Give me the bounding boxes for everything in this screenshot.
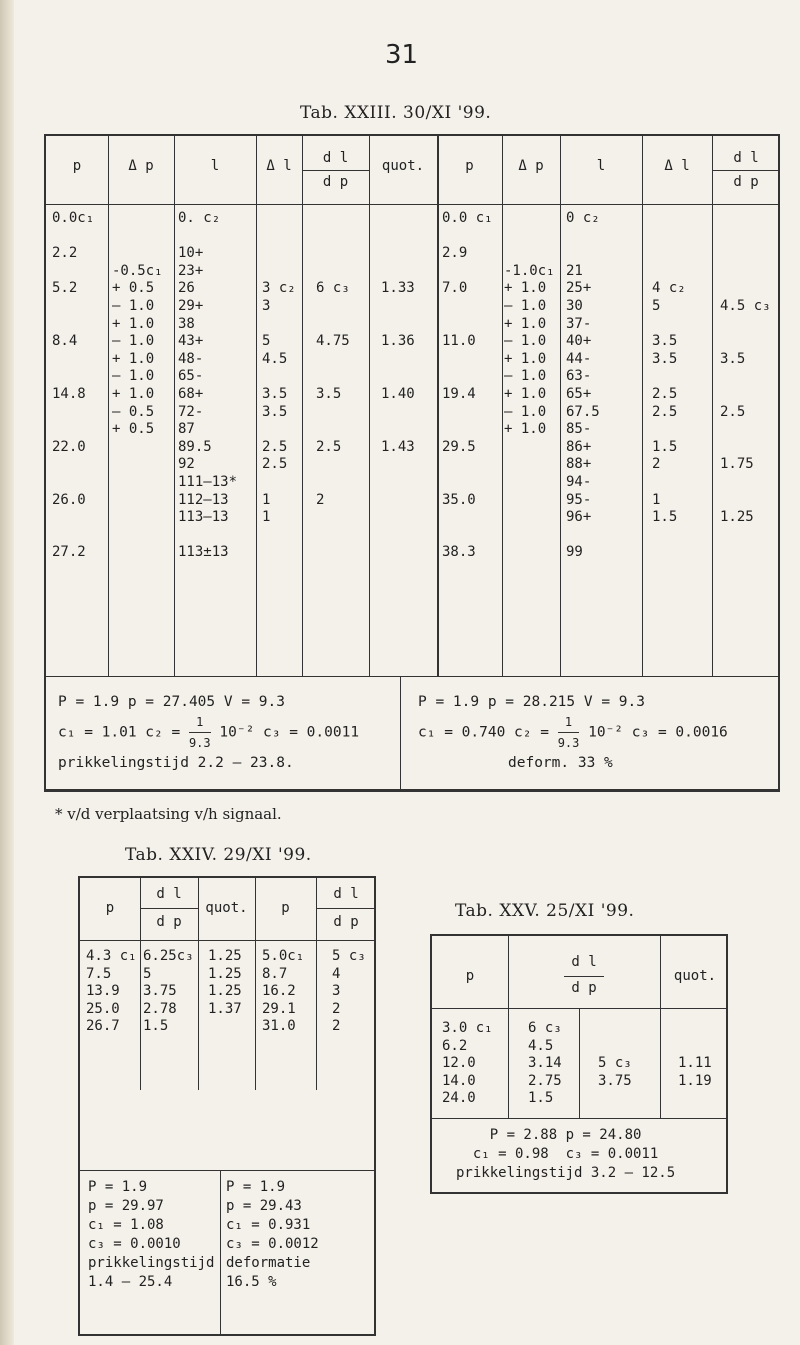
header-p: p <box>465 968 475 984</box>
header-p: p <box>105 900 115 916</box>
fraction-numerator: 1 <box>558 712 580 733</box>
header-ratio-top: d l <box>156 886 182 902</box>
table-23-bottom-rule <box>46 789 778 792</box>
footer-left-line-2 <box>58 712 359 753</box>
header-ratio-top: d l <box>571 954 597 970</box>
table-24-header-rule <box>80 940 374 941</box>
header-ratio-bottom: d p <box>156 914 182 930</box>
column-ratio: 6.25c₃ 5 3.75 2.78 1.5 <box>143 948 194 1035</box>
table-23-header-rule <box>46 204 778 205</box>
column-delta-l: 3 c₂ 3 5 4.5 3.5 3.5 2.5 2.5 1 1 <box>262 280 296 526</box>
header-l-right: l <box>596 158 606 174</box>
column-ratio-right: 4.5 c₃ 3.5 2.5 1.75 1.25 <box>720 297 771 526</box>
fraction-denominator: 9.3 <box>188 736 211 750</box>
footer-right-line-1: P = 1.9 p = 28.215 V = 9.3 <box>418 694 645 710</box>
col-divider <box>502 136 503 676</box>
col-divider <box>140 878 141 1090</box>
footer-divider <box>400 676 401 789</box>
column-p: 0.0c₁ 2.2 5.2 8.4 14.8 22.0 26.0 27.2 <box>52 210 95 561</box>
col-divider <box>174 136 175 676</box>
table-24-caption: Tab. XXIV. 29/XI '99. <box>125 845 312 865</box>
column-quot: 1.11 1.19 <box>678 1055 712 1089</box>
table-23-ratio-rule-right <box>712 170 780 171</box>
table-24-ratio-rule <box>140 908 198 909</box>
footer-right-c1-c2: c₁ = 0.740 c₂ = <box>418 724 549 741</box>
col-divider <box>712 136 713 676</box>
col-divider <box>560 136 561 676</box>
column-p-2: 5.0c₁ 8.7 16.2 29.1 31.0 <box>262 948 305 1035</box>
header-delta-l-right: Δ l <box>664 158 690 174</box>
column-ratio-b: 5 c₃ 3.75 <box>598 1055 632 1089</box>
header-quot: quot. <box>205 900 248 916</box>
fraction <box>558 712 580 753</box>
footer-right-line-3: deform. 33 % <box>508 755 613 771</box>
header-ratio2-top: d l <box>333 886 359 902</box>
header-p-right: p <box>465 158 474 174</box>
column-l: 0. c₂ 10+ 23+ 26 29+ 38 43+ 48- 65- 68+ 72- 87 89.5 92 111—13* 112—13 113—13 113±13 <box>178 210 238 561</box>
header-delta-l: Δ l <box>266 158 292 174</box>
table-24-ratio-rule-2 <box>316 908 376 909</box>
header-ratio-top: d l <box>322 150 349 166</box>
header-ratio2-bottom: d p <box>333 914 359 930</box>
header-ratio-bottom: d p <box>322 174 349 190</box>
column-delta-p: -0.5c₁ + 0.5 — 1.0 + 1.0 — 1.0 + 1.0 — 1.0 + 1.0 — 0.5 + 0.5 <box>112 262 163 438</box>
table-24-footer-right: P = 1.9 p = 29.43 c₁ = 0.931 c₃ = 0.0012 deformatie 16.5 % <box>226 1179 319 1290</box>
column-quot: 1.25 1.25 1.25 1.37 <box>208 948 242 1017</box>
footer-left-c3: 10⁻² c₃ = 0.0011 <box>219 724 360 741</box>
table-24-footer-rule <box>80 1170 374 1171</box>
fraction-numerator: 1 <box>189 712 211 733</box>
fraction <box>189 712 211 753</box>
header-ratio-bottom: d p <box>571 980 597 996</box>
header-p-2: p <box>281 900 290 916</box>
column-delta-p-right: -1.0c₁ + 1.0 — 1.0 + 1.0 — 1.0 + 1.0 — 1.0 + 1.0 — 1.0 + 1.0 <box>504 262 555 438</box>
table-25-footer: P = 2.88 p = 24.80 c₁ = 0.98 c₃ = 0.0011 prikkelingstijd 3.2 — 12.5 <box>456 1127 676 1181</box>
col-divider <box>302 136 303 676</box>
column-delta-l-right: 4 c₂ 5 3.5 3.5 2.5 2.5 1.5 2 1 1.5 <box>652 280 686 526</box>
header-ratio-bottom-right: d p <box>733 174 759 190</box>
column-quot: 1.33 1.36 1.40 1.43 <box>381 280 415 455</box>
col-divider <box>642 136 643 676</box>
page-edge-shadow <box>0 0 14 1345</box>
footer-right-c3: 10⁻² c₃ = 0.0016 <box>588 724 728 741</box>
table-23 <box>44 134 780 792</box>
col-divider <box>579 1008 580 1118</box>
fraction-denominator: 9.3 <box>557 736 580 750</box>
header-delta-p: Δ p <box>128 158 154 174</box>
table-23-ratio-rule-left <box>302 170 369 171</box>
table-25 <box>430 934 728 1194</box>
table-25-ratio-rule <box>564 976 604 977</box>
col-divider <box>369 136 370 676</box>
col-divider <box>316 878 317 1090</box>
table-25-footer-rule <box>432 1118 726 1119</box>
header-ratio-top-right: d l <box>733 150 759 166</box>
col-divider <box>108 136 109 676</box>
column-p: 3.0 c₁ 6.2 12.0 14.0 24.0 <box>442 1020 493 1107</box>
footer-left-line-1: P = 1.9 p = 27.405 V = 9.3 <box>58 694 285 710</box>
table-23-footer-left <box>58 692 359 773</box>
column-ratio-2: 5 c₃ 4 3 2 2 <box>332 948 366 1035</box>
header-l: l <box>210 158 220 174</box>
page-number: 31 <box>385 40 419 70</box>
column-ratio: 6 c₃ 4.5 3.14 2.75 1.5 <box>528 1020 562 1107</box>
column-ratio: 6 c₃ 4.75 3.5 2.5 2 <box>316 280 350 508</box>
column-l-right: 0 c₂ 21 25+ 30 37- 40+ 44- 63- 65+ 67.5 85- 86+ 88+ 94- 95- 96+ 99 <box>566 210 600 561</box>
footer-left-line-3: prikkelingstijd 2.2 — 23.8. <box>58 755 294 771</box>
table-23-footer-rule <box>46 676 778 677</box>
table-23-footer-right <box>418 692 728 773</box>
table-25-caption: Tab. XXV. 25/XI '99. <box>455 901 635 921</box>
header-p: p <box>72 158 82 174</box>
footer-left-c1-c2: c₁ = 1.01 c₂ = <box>58 724 181 741</box>
col-divider <box>256 136 257 676</box>
footer-divider <box>220 1170 221 1336</box>
header-quot: quot. <box>673 968 717 984</box>
col-divider-center <box>437 136 439 676</box>
header-quot: quot. <box>381 158 425 174</box>
column-p: 4.3 c₁ 7.5 13.9 25.0 26.7 <box>86 948 137 1035</box>
col-divider <box>660 936 661 1118</box>
table-24 <box>78 876 376 1336</box>
footnote: * v/d verplaatsing v/h signaal. <box>55 805 282 823</box>
footer-right-line-2 <box>418 712 728 753</box>
table-24-footer-left: P = 1.9 p = 29.97 c₁ = 1.08 c₃ = 0.0010 prikkelingstijd 1.4 — 25.4 <box>88 1179 215 1290</box>
column-p-right: 0.0 c₁ 2.9 7.0 11.0 19.4 29.5 35.0 38.3 <box>442 210 493 561</box>
header-delta-p-right: Δ p <box>518 158 544 174</box>
table-23-caption: Tab. XXIII. 30/XI '99. <box>300 103 492 123</box>
